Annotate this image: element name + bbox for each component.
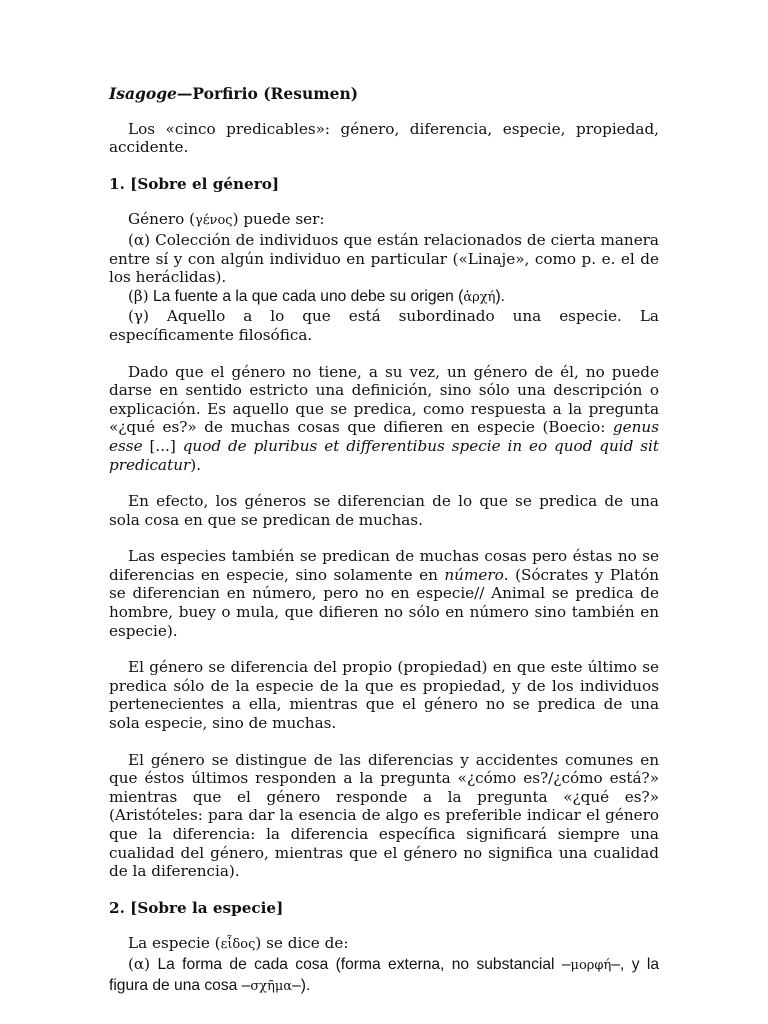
species-number-paragraph	[109, 547, 659, 640]
document-title	[109, 85, 659, 104]
p1-mid: [...]	[142, 436, 183, 455]
schema-greek-word: σχῆμα	[250, 978, 293, 994]
p3-emphasis: número	[444, 565, 504, 584]
latin-quote: quod de pluribus et differentibus specie in eo quod quid sit predicatur	[109, 436, 659, 474]
latin-genus-esse: genus esse	[109, 418, 659, 455]
genus-property-paragraph: El género se diferencia del propio (propiedad) en que este último se predica sólo de la especie de la que es propiedad, y de los individuos pertenecientes a ella, mientras que el género no se predica de una sola especie, sino de muchas.	[109, 658, 659, 733]
document-page	[109, 85, 659, 1014]
title-italic: Isagoge	[109, 84, 177, 103]
section-2-heading: 2. [Sobre la especie]	[109, 898, 284, 917]
p3-text-a: Las especies también se predican de muchas cosas pero éstas no se diferencias en especie, sino solamente en	[109, 547, 659, 584]
alpha-text: Colección de individuos que están relacionados de cierta manera entre sí y con algún individuo en particular («Linaje», como p. e. el de los heráclidas).	[109, 230, 659, 287]
species-alpha-mark: (α)	[128, 954, 151, 973]
species-lead-end: ) se dice de:	[255, 934, 349, 953]
genus-gamma-item	[109, 307, 659, 344]
species-lead	[109, 934, 659, 955]
genus-lead	[109, 210, 659, 231]
beta-greek-word: ἀρχή	[463, 289, 496, 305]
species-greek-word: εἶδος	[220, 937, 256, 953]
p3-text-b: . (Sócrates y Platón se diferencian en número, pero no en especie// Animal se predica de hombre, buey o mula, que difieren no sólo en número sino también en especie).	[109, 565, 659, 640]
genus-difference-paragraph: El género se distingue de las diferencias y accidentes comunes en que éstos últimos responden a la pregunta «¿cómo es?/¿cómo está?» mientras que el género responde a la pregunta «¿qué es?» (Aristóteles: para dar la esencia de algo es preferible indicar el género que la diferencia: la diferencia específica significará siempre una cualidad del género, mientras que el género no significa una cualidad de la diferencia).	[109, 750, 659, 881]
title-rest: Porfirio (Resumen)	[192, 84, 359, 103]
genus-lead-end: ) puede ser:	[232, 210, 325, 229]
gamma-text: Aquello a lo que está subordinado una especie. La específicamente filosófica.	[109, 307, 659, 344]
genus-effect-paragraph: En efecto, los géneros se diferencian de lo que se predica de una sola cosa en que se predican de muchas.	[109, 492, 659, 529]
morphe-greek-word: μορφή	[570, 957, 612, 973]
genus-alpha-item	[109, 231, 659, 287]
title-dash: —	[176, 84, 193, 103]
beta-mark: (β)	[128, 286, 149, 305]
intro-paragraph: Los «cinco predicables»: género, diferencia, especie, propiedad, accidente.	[109, 119, 659, 157]
gamma-mark: (γ)	[128, 307, 149, 326]
species-alpha-mid: –, y la figura de una cosa –	[109, 955, 659, 994]
section-1-heading: 1. [Sobre el género]	[109, 174, 280, 193]
beta-end: ).	[495, 287, 505, 305]
genus-lead-text: Género (	[128, 210, 196, 229]
beta-text: La fuente a la que cada uno debe su origen (	[148, 287, 464, 305]
p1-end: ).	[190, 455, 202, 474]
genus-description-paragraph	[109, 363, 659, 475]
species-lead-text: La especie (	[128, 934, 221, 953]
genus-greek-word: γένος	[195, 213, 233, 229]
species-alpha-text: La forma de cada cosa (forma externa, no substancial –	[150, 955, 571, 973]
alpha-mark: (α)	[128, 230, 151, 249]
species-alpha-item	[109, 955, 659, 996]
genus-beta-item	[109, 287, 659, 308]
genus-definitions	[109, 210, 659, 344]
species-alpha-end: –).	[292, 976, 311, 994]
species-definitions	[109, 934, 659, 996]
p1-text: Dado que el género no tiene, a su vez, un género de él, no puede darse en sentido estricto una definición, sino sólo una descripción o explicación. Es aquello que se predica, como respuesta a la pregunta «¿qué es?» de muchas cosas que difieren en especie (Boecio:	[109, 362, 659, 437]
